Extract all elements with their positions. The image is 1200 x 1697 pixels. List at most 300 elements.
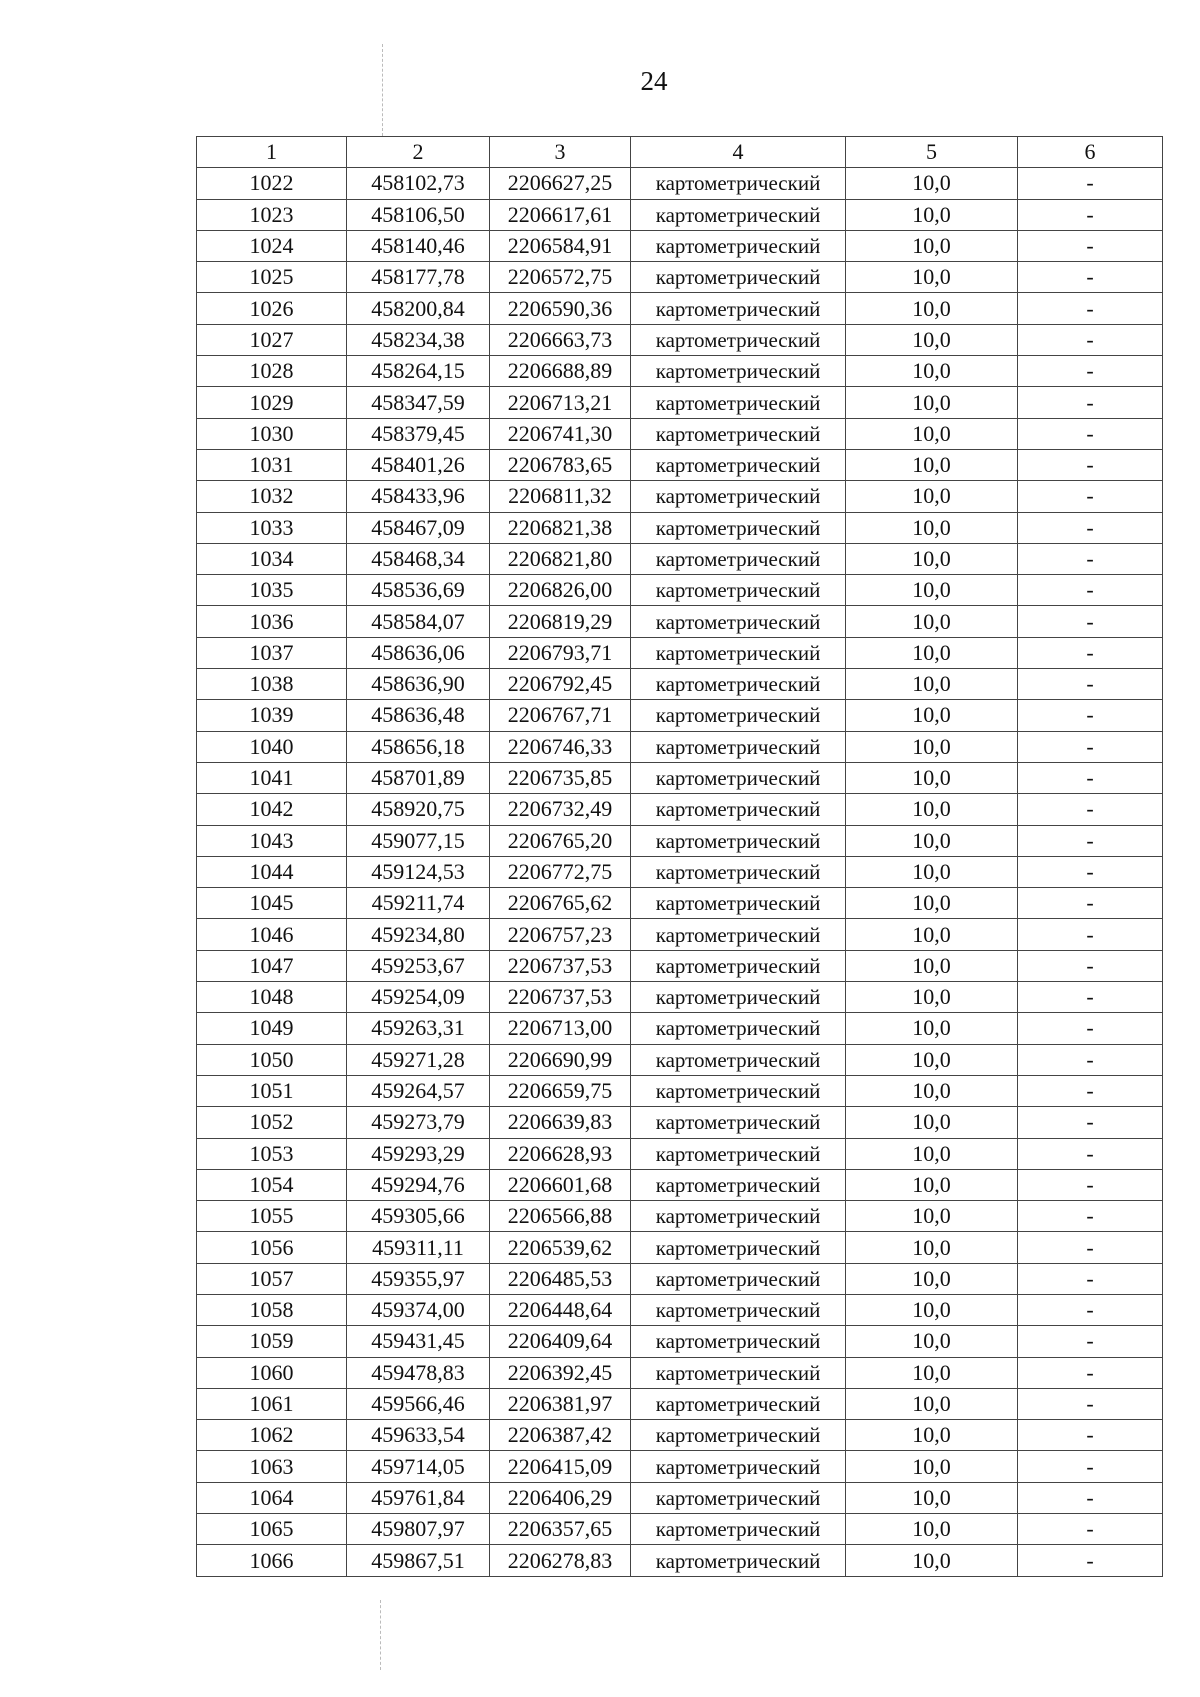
x-coordinate-cell: 459566,46 bbox=[347, 1388, 490, 1419]
method-cell: картометрический bbox=[631, 1482, 846, 1513]
accuracy-cell: 10,0 bbox=[846, 293, 1018, 324]
method-cell: картометрический bbox=[631, 606, 846, 637]
method-cell: картометрический bbox=[631, 1232, 846, 1263]
point-number-cell: 1025 bbox=[197, 262, 347, 293]
accuracy-cell: 10,0 bbox=[846, 669, 1018, 700]
page-number: 24 bbox=[640, 66, 668, 96]
accuracy-cell: 10,0 bbox=[846, 1169, 1018, 1200]
method-cell: картометрический bbox=[631, 1357, 846, 1388]
accuracy-cell: 10,0 bbox=[846, 230, 1018, 261]
accuracy-cell: 10,0 bbox=[846, 950, 1018, 981]
point-number-cell: 1049 bbox=[197, 1013, 347, 1044]
x-coordinate-cell: 459478,83 bbox=[347, 1357, 490, 1388]
y-coordinate-cell: 2206584,91 bbox=[490, 230, 631, 261]
point-number-cell: 1046 bbox=[197, 919, 347, 950]
x-coordinate-cell: 459807,97 bbox=[347, 1514, 490, 1545]
accuracy-cell: 10,0 bbox=[846, 262, 1018, 293]
method-cell: картометрический bbox=[631, 1263, 846, 1294]
y-coordinate-cell: 2206357,65 bbox=[490, 1514, 631, 1545]
point-number-cell: 1051 bbox=[197, 1075, 347, 1106]
accuracy-cell: 10,0 bbox=[846, 1388, 1018, 1419]
x-coordinate-cell: 458636,06 bbox=[347, 637, 490, 668]
note-cell: - bbox=[1018, 950, 1163, 981]
accuracy-cell: 10,0 bbox=[846, 1514, 1018, 1545]
accuracy-cell: 10,0 bbox=[846, 1451, 1018, 1482]
x-coordinate-cell: 458200,84 bbox=[347, 293, 490, 324]
y-coordinate-cell: 2206792,45 bbox=[490, 669, 631, 700]
accuracy-cell: 10,0 bbox=[846, 1482, 1018, 1513]
x-coordinate-cell: 459714,05 bbox=[347, 1451, 490, 1482]
point-number-cell: 1042 bbox=[197, 794, 347, 825]
accuracy-cell: 10,0 bbox=[846, 1420, 1018, 1451]
x-coordinate-cell: 458140,46 bbox=[347, 230, 490, 261]
table-row bbox=[197, 606, 1163, 637]
x-coordinate-cell: 459254,09 bbox=[347, 982, 490, 1013]
y-coordinate-cell: 2206690,99 bbox=[490, 1044, 631, 1075]
y-coordinate-cell: 2206737,53 bbox=[490, 982, 631, 1013]
method-cell: картометрический bbox=[631, 449, 846, 480]
accuracy-cell: 10,0 bbox=[846, 1013, 1018, 1044]
point-number-cell: 1059 bbox=[197, 1326, 347, 1357]
method-cell: картометрический bbox=[631, 199, 846, 230]
column-header: 2 bbox=[347, 137, 490, 168]
accuracy-cell: 10,0 bbox=[846, 888, 1018, 919]
column-header: 1 bbox=[197, 137, 347, 168]
table-row bbox=[197, 637, 1163, 668]
note-cell: - bbox=[1018, 356, 1163, 387]
y-coordinate-cell: 2206767,71 bbox=[490, 700, 631, 731]
note-cell: - bbox=[1018, 575, 1163, 606]
point-number-cell: 1041 bbox=[197, 762, 347, 793]
x-coordinate-cell: 458102,73 bbox=[347, 168, 490, 199]
method-cell: картометрический bbox=[631, 512, 846, 543]
accuracy-cell: 10,0 bbox=[846, 481, 1018, 512]
x-coordinate-cell: 458468,34 bbox=[347, 543, 490, 574]
method-cell: картометрический bbox=[631, 387, 846, 418]
method-cell: картометрический bbox=[631, 950, 846, 981]
x-coordinate-cell: 458920,75 bbox=[347, 794, 490, 825]
method-cell: картометрический bbox=[631, 1075, 846, 1106]
y-coordinate-cell: 2206409,64 bbox=[490, 1326, 631, 1357]
point-number-cell: 1037 bbox=[197, 637, 347, 668]
x-coordinate-cell: 459311,11 bbox=[347, 1232, 490, 1263]
accuracy-cell: 10,0 bbox=[846, 825, 1018, 856]
x-coordinate-cell: 459633,54 bbox=[347, 1420, 490, 1451]
accuracy-cell: 10,0 bbox=[846, 1326, 1018, 1357]
table-row bbox=[197, 293, 1163, 324]
note-cell: - bbox=[1018, 293, 1163, 324]
table-row bbox=[197, 1201, 1163, 1232]
method-cell: картометрический bbox=[631, 1044, 846, 1075]
y-coordinate-cell: 2206448,64 bbox=[490, 1294, 631, 1325]
column-header: 4 bbox=[631, 137, 846, 168]
column-header: 5 bbox=[846, 137, 1018, 168]
note-cell: - bbox=[1018, 1075, 1163, 1106]
table-row bbox=[197, 449, 1163, 480]
y-coordinate-cell: 2206765,62 bbox=[490, 888, 631, 919]
x-coordinate-cell: 459124,53 bbox=[347, 856, 490, 887]
point-number-cell: 1033 bbox=[197, 512, 347, 543]
method-cell: картометрический bbox=[631, 982, 846, 1013]
point-number-cell: 1057 bbox=[197, 1263, 347, 1294]
point-number-cell: 1053 bbox=[197, 1138, 347, 1169]
accuracy-cell: 10,0 bbox=[846, 199, 1018, 230]
x-coordinate-cell: 459305,66 bbox=[347, 1201, 490, 1232]
point-number-cell: 1050 bbox=[197, 1044, 347, 1075]
method-cell: картометрический bbox=[631, 1013, 846, 1044]
accuracy-cell: 10,0 bbox=[846, 1263, 1018, 1294]
method-cell: картометрический bbox=[631, 1107, 846, 1138]
y-coordinate-cell: 2206659,75 bbox=[490, 1075, 631, 1106]
coordinates-table bbox=[196, 136, 1163, 1577]
accuracy-cell: 10,0 bbox=[846, 1201, 1018, 1232]
note-cell: - bbox=[1018, 1451, 1163, 1482]
point-number-cell: 1029 bbox=[197, 387, 347, 418]
y-coordinate-cell: 2206627,25 bbox=[490, 168, 631, 199]
point-number-cell: 1061 bbox=[197, 1388, 347, 1419]
table-row bbox=[197, 1013, 1163, 1044]
accuracy-cell: 10,0 bbox=[846, 731, 1018, 762]
note-cell: - bbox=[1018, 1169, 1163, 1200]
y-coordinate-cell: 2206387,42 bbox=[490, 1420, 631, 1451]
method-cell: картометрический bbox=[631, 324, 846, 355]
note-cell: - bbox=[1018, 1044, 1163, 1075]
method-cell: картометрический bbox=[631, 1169, 846, 1200]
y-coordinate-cell: 2206688,89 bbox=[490, 356, 631, 387]
table-row bbox=[197, 1232, 1163, 1263]
note-cell: - bbox=[1018, 856, 1163, 887]
note-cell: - bbox=[1018, 1545, 1163, 1576]
point-number-cell: 1023 bbox=[197, 199, 347, 230]
point-number-cell: 1048 bbox=[197, 982, 347, 1013]
y-coordinate-cell: 2206392,45 bbox=[490, 1357, 631, 1388]
point-number-cell: 1038 bbox=[197, 669, 347, 700]
point-number-cell: 1060 bbox=[197, 1357, 347, 1388]
table-row bbox=[197, 575, 1163, 606]
table-row bbox=[197, 1263, 1163, 1294]
y-coordinate-cell: 2206746,33 bbox=[490, 731, 631, 762]
accuracy-cell: 10,0 bbox=[846, 449, 1018, 480]
note-cell: - bbox=[1018, 825, 1163, 856]
point-number-cell: 1054 bbox=[197, 1169, 347, 1200]
method-cell: картометрический bbox=[631, 637, 846, 668]
accuracy-cell: 10,0 bbox=[846, 356, 1018, 387]
table-row bbox=[197, 512, 1163, 543]
y-coordinate-cell: 2206663,73 bbox=[490, 324, 631, 355]
table-row bbox=[197, 543, 1163, 574]
accuracy-cell: 10,0 bbox=[846, 606, 1018, 637]
note-cell: - bbox=[1018, 543, 1163, 574]
method-cell: картометрический bbox=[631, 1451, 846, 1482]
table-row bbox=[197, 324, 1163, 355]
accuracy-cell: 10,0 bbox=[846, 856, 1018, 887]
note-cell: - bbox=[1018, 199, 1163, 230]
table-row bbox=[197, 356, 1163, 387]
method-cell: картометрический bbox=[631, 230, 846, 261]
table-row bbox=[197, 1482, 1163, 1513]
method-cell: картометрический bbox=[631, 919, 846, 950]
point-number-cell: 1028 bbox=[197, 356, 347, 387]
method-cell: картометрический bbox=[631, 543, 846, 574]
x-coordinate-cell: 458347,59 bbox=[347, 387, 490, 418]
table-row bbox=[197, 794, 1163, 825]
method-cell: картометрический bbox=[631, 1294, 846, 1325]
method-cell: картометрический bbox=[631, 1388, 846, 1419]
accuracy-cell: 10,0 bbox=[846, 700, 1018, 731]
note-cell: - bbox=[1018, 449, 1163, 480]
method-cell: картометрический bbox=[631, 418, 846, 449]
method-cell: картометрический bbox=[631, 888, 846, 919]
accuracy-cell: 10,0 bbox=[846, 982, 1018, 1013]
accuracy-cell: 10,0 bbox=[846, 512, 1018, 543]
point-number-cell: 1030 bbox=[197, 418, 347, 449]
y-coordinate-cell: 2206732,49 bbox=[490, 794, 631, 825]
point-number-cell: 1045 bbox=[197, 888, 347, 919]
note-cell: - bbox=[1018, 1357, 1163, 1388]
method-cell: картометрический bbox=[631, 356, 846, 387]
note-cell: - bbox=[1018, 1138, 1163, 1169]
point-number-cell: 1031 bbox=[197, 449, 347, 480]
accuracy-cell: 10,0 bbox=[846, 794, 1018, 825]
table-row bbox=[197, 1514, 1163, 1545]
table-row bbox=[197, 1138, 1163, 1169]
x-coordinate-cell: 458636,48 bbox=[347, 700, 490, 731]
table-row bbox=[197, 1326, 1163, 1357]
method-cell: картометрический bbox=[631, 262, 846, 293]
table-row bbox=[197, 950, 1163, 981]
method-cell: картометрический bbox=[631, 1201, 846, 1232]
table-row bbox=[197, 700, 1163, 731]
x-coordinate-cell: 458177,78 bbox=[347, 262, 490, 293]
x-coordinate-cell: 459293,29 bbox=[347, 1138, 490, 1169]
method-cell: картометрический bbox=[631, 731, 846, 762]
method-cell: картометрический bbox=[631, 1326, 846, 1357]
x-coordinate-cell: 459273,79 bbox=[347, 1107, 490, 1138]
note-cell: - bbox=[1018, 794, 1163, 825]
table-row bbox=[197, 982, 1163, 1013]
method-cell: картометрический bbox=[631, 1514, 846, 1545]
note-cell: - bbox=[1018, 230, 1163, 261]
point-number-cell: 1032 bbox=[197, 481, 347, 512]
point-number-cell: 1063 bbox=[197, 1451, 347, 1482]
table-row bbox=[197, 1451, 1163, 1482]
y-coordinate-cell: 2206566,88 bbox=[490, 1201, 631, 1232]
note-cell: - bbox=[1018, 637, 1163, 668]
point-number-cell: 1065 bbox=[197, 1514, 347, 1545]
point-number-cell: 1043 bbox=[197, 825, 347, 856]
table-row bbox=[197, 481, 1163, 512]
x-coordinate-cell: 458401,26 bbox=[347, 449, 490, 480]
y-coordinate-cell: 2206783,65 bbox=[490, 449, 631, 480]
table-row bbox=[197, 1420, 1163, 1451]
table-row bbox=[197, 825, 1163, 856]
table-row bbox=[197, 1294, 1163, 1325]
table-row bbox=[197, 919, 1163, 950]
x-coordinate-cell: 459234,80 bbox=[347, 919, 490, 950]
accuracy-cell: 10,0 bbox=[846, 1044, 1018, 1075]
accuracy-cell: 10,0 bbox=[846, 762, 1018, 793]
x-coordinate-cell: 459077,15 bbox=[347, 825, 490, 856]
table-row bbox=[197, 731, 1163, 762]
accuracy-cell: 10,0 bbox=[846, 1294, 1018, 1325]
note-cell: - bbox=[1018, 982, 1163, 1013]
point-number-cell: 1064 bbox=[197, 1482, 347, 1513]
note-cell: - bbox=[1018, 919, 1163, 950]
note-cell: - bbox=[1018, 387, 1163, 418]
method-cell: картометрический bbox=[631, 762, 846, 793]
accuracy-cell: 10,0 bbox=[846, 919, 1018, 950]
point-number-cell: 1034 bbox=[197, 543, 347, 574]
y-coordinate-cell: 2206735,85 bbox=[490, 762, 631, 793]
note-cell: - bbox=[1018, 762, 1163, 793]
accuracy-cell: 10,0 bbox=[846, 1357, 1018, 1388]
table-row bbox=[197, 1044, 1163, 1075]
x-coordinate-cell: 459761,84 bbox=[347, 1482, 490, 1513]
accuracy-cell: 10,0 bbox=[846, 387, 1018, 418]
method-cell: картометрический bbox=[631, 794, 846, 825]
method-cell: картометрический bbox=[631, 825, 846, 856]
point-number-cell: 1027 bbox=[197, 324, 347, 355]
x-coordinate-cell: 459355,97 bbox=[347, 1263, 490, 1294]
y-coordinate-cell: 2206713,21 bbox=[490, 387, 631, 418]
note-cell: - bbox=[1018, 1294, 1163, 1325]
point-number-cell: 1052 bbox=[197, 1107, 347, 1138]
y-coordinate-cell: 2206757,23 bbox=[490, 919, 631, 950]
note-cell: - bbox=[1018, 1263, 1163, 1294]
y-coordinate-cell: 2206539,62 bbox=[490, 1232, 631, 1263]
y-coordinate-cell: 2206381,97 bbox=[490, 1388, 631, 1419]
accuracy-cell: 10,0 bbox=[846, 1107, 1018, 1138]
note-cell: - bbox=[1018, 606, 1163, 637]
note-cell: - bbox=[1018, 1201, 1163, 1232]
table-row bbox=[197, 1357, 1163, 1388]
note-cell: - bbox=[1018, 888, 1163, 919]
table-row bbox=[197, 387, 1163, 418]
y-coordinate-cell: 2206737,53 bbox=[490, 950, 631, 981]
x-coordinate-cell: 458636,90 bbox=[347, 669, 490, 700]
y-coordinate-cell: 2206772,75 bbox=[490, 856, 631, 887]
table-body bbox=[197, 168, 1163, 1576]
point-number-cell: 1039 bbox=[197, 700, 347, 731]
point-number-cell: 1022 bbox=[197, 168, 347, 199]
point-number-cell: 1044 bbox=[197, 856, 347, 887]
accuracy-cell: 10,0 bbox=[846, 168, 1018, 199]
table-row bbox=[197, 199, 1163, 230]
y-coordinate-cell: 2206485,53 bbox=[490, 1263, 631, 1294]
y-coordinate-cell: 2206821,80 bbox=[490, 543, 631, 574]
note-cell: - bbox=[1018, 700, 1163, 731]
point-number-cell: 1026 bbox=[197, 293, 347, 324]
note-cell: - bbox=[1018, 324, 1163, 355]
x-coordinate-cell: 459211,74 bbox=[347, 888, 490, 919]
note-cell: - bbox=[1018, 731, 1163, 762]
x-coordinate-cell: 458536,69 bbox=[347, 575, 490, 606]
x-coordinate-cell: 458106,50 bbox=[347, 199, 490, 230]
y-coordinate-cell: 2206811,32 bbox=[490, 481, 631, 512]
x-coordinate-cell: 459264,57 bbox=[347, 1075, 490, 1106]
scan-margin-mark-bottom bbox=[380, 1600, 382, 1670]
y-coordinate-cell: 2206601,68 bbox=[490, 1169, 631, 1200]
note-cell: - bbox=[1018, 669, 1163, 700]
method-cell: картометрический bbox=[631, 700, 846, 731]
x-coordinate-cell: 458584,07 bbox=[347, 606, 490, 637]
point-number-cell: 1047 bbox=[197, 950, 347, 981]
accuracy-cell: 10,0 bbox=[846, 418, 1018, 449]
accuracy-cell: 10,0 bbox=[846, 324, 1018, 355]
accuracy-cell: 10,0 bbox=[846, 1138, 1018, 1169]
x-coordinate-cell: 459867,51 bbox=[347, 1545, 490, 1576]
table-row bbox=[197, 418, 1163, 449]
x-coordinate-cell: 459431,45 bbox=[347, 1326, 490, 1357]
y-coordinate-cell: 2206415,09 bbox=[490, 1451, 631, 1482]
x-coordinate-cell: 458379,45 bbox=[347, 418, 490, 449]
method-cell: картометрический bbox=[631, 575, 846, 606]
x-coordinate-cell: 459253,67 bbox=[347, 950, 490, 981]
y-coordinate-cell: 2206572,75 bbox=[490, 262, 631, 293]
table-row bbox=[197, 856, 1163, 887]
note-cell: - bbox=[1018, 1482, 1163, 1513]
method-cell: картометрический bbox=[631, 1420, 846, 1451]
method-cell: картометрический bbox=[631, 293, 846, 324]
point-number-cell: 1024 bbox=[197, 230, 347, 261]
point-number-cell: 1066 bbox=[197, 1545, 347, 1576]
accuracy-cell: 10,0 bbox=[846, 575, 1018, 606]
accuracy-cell: 10,0 bbox=[846, 1232, 1018, 1263]
table-row bbox=[197, 1169, 1163, 1200]
table-row bbox=[197, 762, 1163, 793]
y-coordinate-cell: 2206713,00 bbox=[490, 1013, 631, 1044]
method-cell: картометрический bbox=[631, 1545, 846, 1576]
y-coordinate-cell: 2206590,36 bbox=[490, 293, 631, 324]
y-coordinate-cell: 2206741,30 bbox=[490, 418, 631, 449]
table-row bbox=[197, 1075, 1163, 1106]
table-row bbox=[197, 230, 1163, 261]
point-number-cell: 1056 bbox=[197, 1232, 347, 1263]
y-coordinate-cell: 2206617,61 bbox=[490, 199, 631, 230]
y-coordinate-cell: 2206406,29 bbox=[490, 1482, 631, 1513]
method-cell: картометрический bbox=[631, 669, 846, 700]
table-row bbox=[197, 1545, 1163, 1576]
point-number-cell: 1055 bbox=[197, 1201, 347, 1232]
point-number-cell: 1040 bbox=[197, 731, 347, 762]
table-header-row bbox=[197, 137, 1163, 168]
x-coordinate-cell: 459263,31 bbox=[347, 1013, 490, 1044]
method-cell: картометрический bbox=[631, 168, 846, 199]
note-cell: - bbox=[1018, 1420, 1163, 1451]
note-cell: - bbox=[1018, 168, 1163, 199]
note-cell: - bbox=[1018, 1107, 1163, 1138]
y-coordinate-cell: 2206639,83 bbox=[490, 1107, 631, 1138]
y-coordinate-cell: 2206826,00 bbox=[490, 575, 631, 606]
y-coordinate-cell: 2206765,20 bbox=[490, 825, 631, 856]
column-header: 6 bbox=[1018, 137, 1163, 168]
x-coordinate-cell: 458264,15 bbox=[347, 356, 490, 387]
x-coordinate-cell: 459374,00 bbox=[347, 1294, 490, 1325]
note-cell: - bbox=[1018, 418, 1163, 449]
x-coordinate-cell: 458234,38 bbox=[347, 324, 490, 355]
table-row bbox=[197, 888, 1163, 919]
note-cell: - bbox=[1018, 481, 1163, 512]
note-cell: - bbox=[1018, 1013, 1163, 1044]
x-coordinate-cell: 459294,76 bbox=[347, 1169, 490, 1200]
x-coordinate-cell: 458701,89 bbox=[347, 762, 490, 793]
accuracy-cell: 10,0 bbox=[846, 1545, 1018, 1576]
note-cell: - bbox=[1018, 1326, 1163, 1357]
method-cell: картометрический bbox=[631, 856, 846, 887]
point-number-cell: 1058 bbox=[197, 1294, 347, 1325]
table-row bbox=[197, 1107, 1163, 1138]
point-number-cell: 1036 bbox=[197, 606, 347, 637]
